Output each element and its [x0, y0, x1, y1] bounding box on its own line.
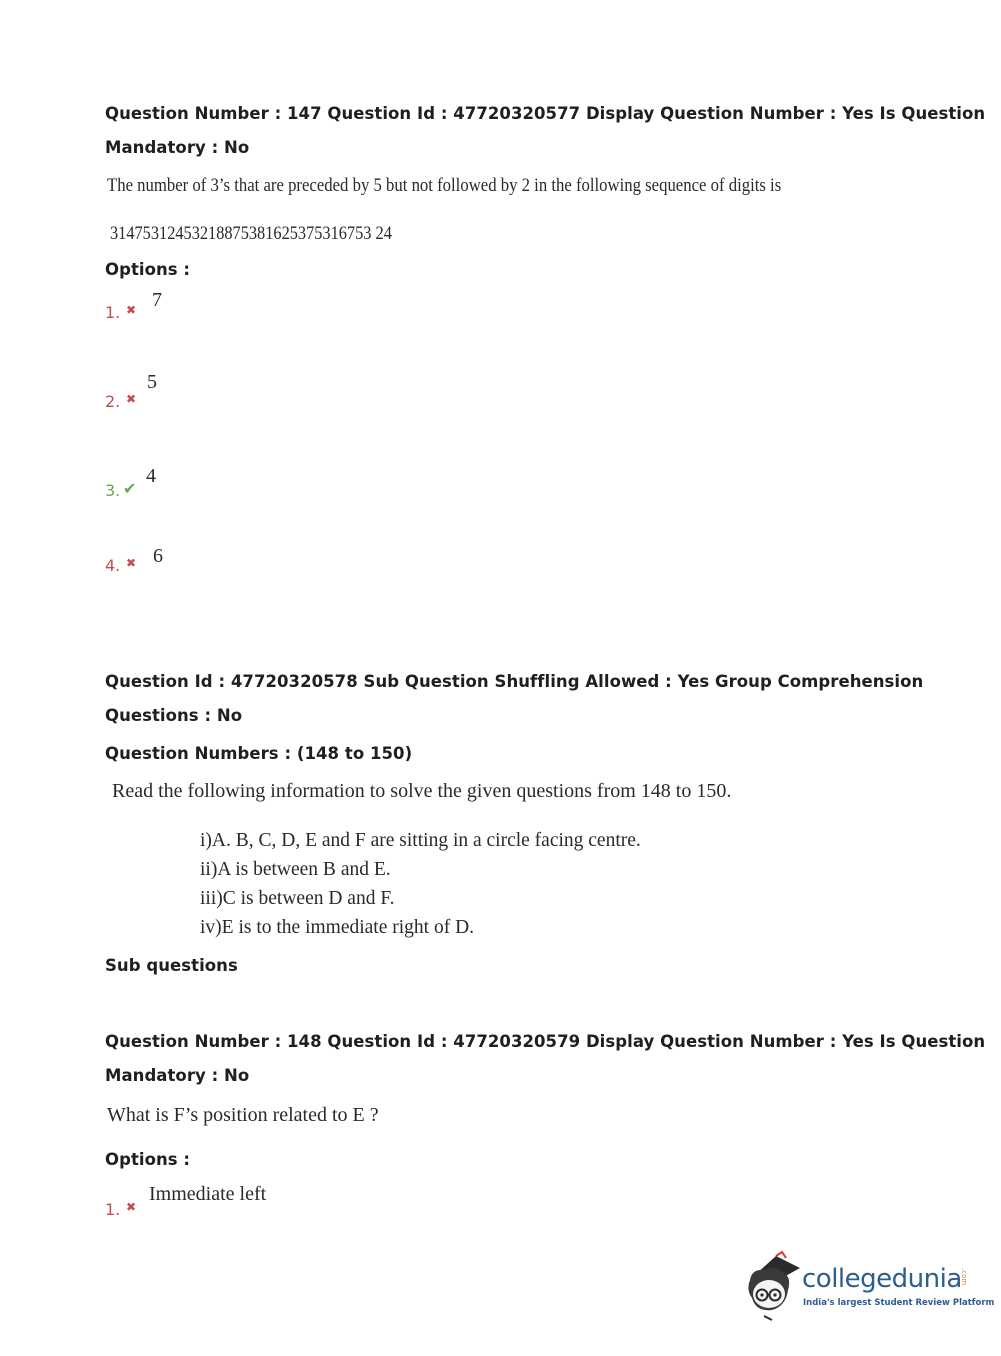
q147-header: Question Number : 147 Question Id : 47720320577 Display Question Number : Yes Is Question: [105, 104, 986, 123]
option-number: 2.: [105, 392, 121, 411]
cross-icon: ✖: [126, 303, 137, 317]
group-questions: Questions : No: [105, 706, 243, 725]
option-number: 4.: [105, 556, 121, 575]
q147-question-text: The number of 3’s that are preceded by 5 but not followed by 2 in the following sequence of digits is: [107, 175, 782, 196]
logo-dotcom: .com: [960, 1268, 968, 1286]
cross-icon: ✖: [126, 556, 137, 570]
check-icon: ✔: [123, 479, 137, 498]
q148-question-text: What is F’s position related to E ?: [107, 1104, 379, 1126]
option-number: 1.: [105, 303, 121, 322]
group-statements: [200, 826, 641, 942]
option-value: 5: [147, 371, 157, 393]
option-value: 7: [152, 289, 162, 311]
q148-header: Question Number : 148 Question Id : 47720320579 Display Question Number : Yes Is Question: [105, 1032, 986, 1051]
option-value: 6: [153, 545, 163, 567]
cross-icon: ✖: [126, 392, 137, 406]
statement: iv)E is to the immediate right of D.: [200, 917, 475, 938]
mascot-icon: [742, 1250, 802, 1322]
option-value: Immediate left: [149, 1183, 267, 1205]
cross-icon: ✖: [126, 1200, 137, 1214]
q147-options-label: Options :: [105, 260, 191, 279]
sub-questions-label: Sub questions: [105, 956, 238, 975]
collegedunia-logo: [742, 1250, 995, 1322]
group-intro: Read the following information to solve the given questions from 148 to 150.: [112, 780, 732, 802]
statement: i)A. B, C, D, E and F are sitting in a circle facing centre.: [200, 830, 641, 851]
group-question-numbers: Question Numbers : (148 to 150): [105, 744, 413, 763]
option-number: 3.: [105, 481, 121, 500]
option-value: 4: [146, 465, 156, 487]
logo-tagline: India's largest Student Review Platform: [803, 1298, 995, 1308]
q148-options-label: Options :: [105, 1150, 191, 1169]
q147-digit-sequence: 31475312453218875381625375316753 24: [110, 223, 392, 244]
logo-wordmark: collegedunia: [802, 1264, 962, 1294]
q147-mandatory: Mandatory : No: [105, 138, 250, 157]
option-number: 1.: [105, 1200, 121, 1219]
statement: iii)C is between D and F.: [200, 888, 395, 909]
statement: ii)A is between B and E.: [200, 859, 391, 880]
group-header: Question Id : 47720320578 Sub Question Shuffling Allowed : Yes Group Comprehension: [105, 672, 924, 691]
q148-mandatory: Mandatory : No: [105, 1066, 250, 1085]
